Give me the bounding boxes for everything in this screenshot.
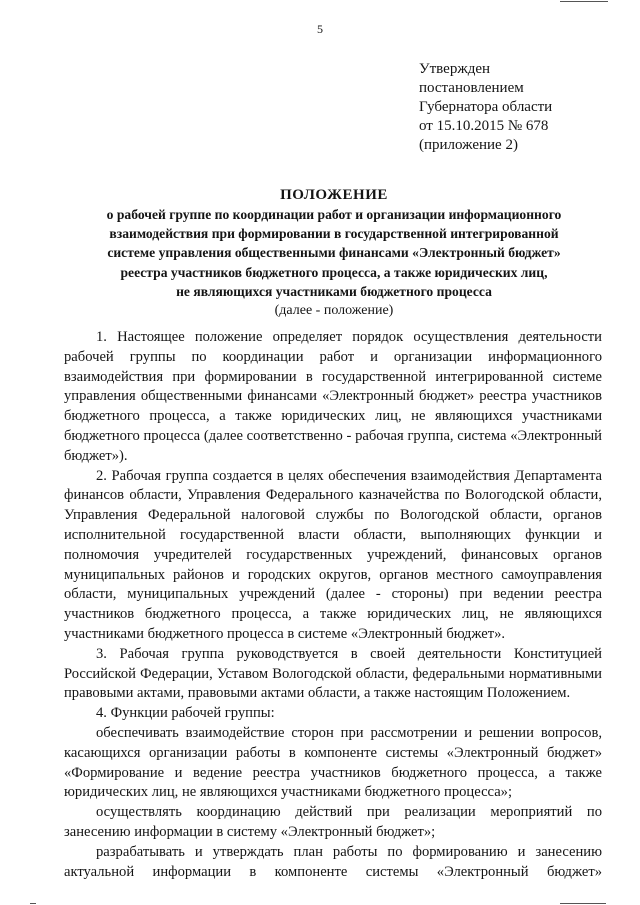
title-block <box>60 185 608 320</box>
document-subtitle <box>60 205 608 301</box>
approval-line: постановлением <box>419 80 524 96</box>
approval-line: Губернатора области <box>419 99 553 115</box>
subtitle-note: (далее - положение) <box>274 303 394 319</box>
subtitle-line: реестра участников бюджетного процесса, а также юридических лиц, <box>120 264 548 280</box>
subtitle-line: о рабочей группе по координации работ и организации информационного <box>106 207 562 222</box>
function-item-1: обеспечивать взаимодействие сторон при рассмотрении и решении вопросов, касающихся организации работы в компоненте системы «Электронный бюджет» «Формирование и ведение реестра участников бюджетного процесса, а также юридических лиц, не являющихся участниками бюджетного процесса»; <box>64 724 602 801</box>
subtitle-line: системе управления общественными финансами «Электронный бюджет» <box>107 245 561 261</box>
approval-line: (приложение 2) <box>419 137 518 153</box>
approval-stamp <box>419 60 552 155</box>
scan-edge-mark <box>560 903 606 904</box>
paragraph-2: 2. Рабочая группа создается в целях обеспечения взаимодействия Департамента финансов области, Управления Федерального казначейства по Вологодской области, Управления Федеральной налоговой службы по Вологодской области, органов исполнительной государственной власти области, выполняющих функции и полномочия учредителей государственных учреждений, финансовых органов муниципальных районов и городских округов, органов местного самоуправления области, муниципальных учреждений (далее - стороны) при ведении реестра участников бюджетного процесса, а также юридических лиц, не являющихся участниками бюджетного процесса в системе «Электронный бюджет». <box>64 467 602 642</box>
subtitle-line: взаимодействия при формировании в государственной интегрированной <box>109 226 559 242</box>
document-title: ПОЛОЖЕНИЕ <box>280 187 388 203</box>
paragraph-3: 3. Рабочая группа руководствуется в своей деятельности Конституцией Российской Федерации, Уставом Вологодской области, федеральными нормативными правовыми актами, правовыми актами области, а также настоящим Положением. <box>64 645 602 702</box>
approval-line: от 15.10.2015 № 678 <box>419 118 549 134</box>
document-body <box>64 328 602 882</box>
function-item-3: разрабатывать и утверждать план работы по формированию и занесению актуальной информации в компоненте системы «Электронный бюджет» <box>64 843 602 880</box>
page-number: 5 <box>317 22 323 36</box>
function-item-2: осуществлять координацию действий при реализации мероприятий по занесению информации в систему «Электронный бюджет»; <box>64 804 602 840</box>
approval-line: Утвержден <box>419 61 491 77</box>
paragraph-1: 1. Настоящее положение определяет порядок осуществления деятельности рабочей группы по координации работ и организации информационного взаимодействия при формировании в государственной интегрированной системе управления общественными финансами «Электронный бюджет» реестра участников бюджетного процесса, а также юридических лиц, не являющихся участниками бюджетного процесса (далее соответственно - рабочая группа, система «Электронный бюджет»). <box>64 329 602 464</box>
scan-edge-mark <box>30 903 36 904</box>
subtitle-line: не являющихся участниками бюджетного процесса <box>176 283 492 299</box>
scan-edge-mark <box>560 1 608 2</box>
paragraph-4-heading: 4. Функции рабочей группы: <box>96 705 275 722</box>
